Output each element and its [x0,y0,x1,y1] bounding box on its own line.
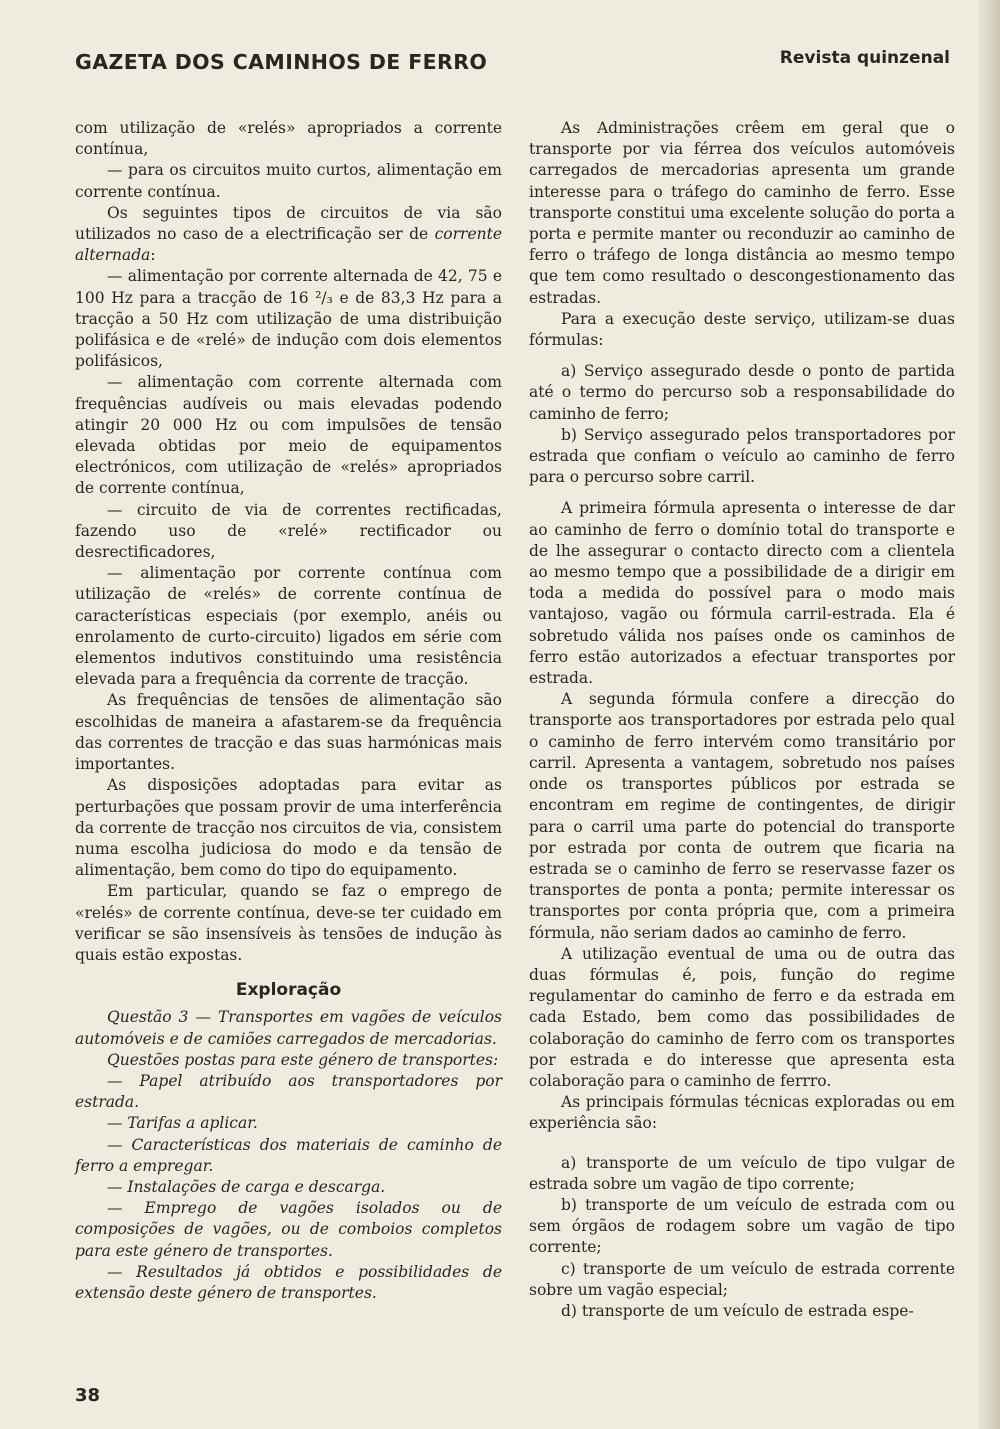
left-column [75,118,502,1304]
list-item: a) transporte de um veículo de tipo vulgar de estrada sobre um vagão de tipo corrente; [529,1153,955,1193]
list-item: d) transporte de um veículo de estrada espe- [561,1301,914,1320]
list-item: b) transporte de um veículo de estrada com ou sem órgãos de rodagem sobre um vagão de tipo corrente; [529,1195,955,1257]
paragraph-text: Os seguintes tipos de circuitos de via são utilizados no caso de a electrificação ser de [75,203,502,244]
list-item: b) Serviço assegurado pelos transportadores por estrada que confiam o veículo ao caminho de ferro para o percurso sobre carril. [529,425,955,487]
question-item: — Papel atribuído aos transportadores por estrada. [75,1071,502,1112]
paragraph: com utilização de «relés» apropriados a corrente contínua, [75,119,502,159]
question-item: — Tarifas a aplicar. [107,1114,258,1133]
question-item: — Resultados já obtidos e possibilidades de extensão deste género de transportes. [75,1262,502,1302]
paragraph: — alimentação com corrente alternada com frequências audíveis ou mais elevadas podendo atingir 20 000 Hz ou com impulsões de tensão elevada obtidas por meio de equipamentos electrónicos, com utilização de «relés» apropriados de corrente contínua, [75,373,502,498]
paragraph: — alimentação por corrente alternada de 42, 75 e 100 Hz para a tracção de 16 ²/₃ e de 83,3 Hz para a tracção a 50 Hz com utilização de uma distribuição polifásica e de «relé» de indução com dois elementos polifásicos, [75,267,502,371]
journal-title: GAZETA DOS CAMINHOS DE FERRO [75,50,488,74]
list-item: a) Serviço assegurado desde o ponto de partida até o termo do percurso sob a responsabilidade do caminho de ferro; [529,362,955,423]
paragraph [75,203,502,267]
page-edge-shadow [978,0,1000,1429]
paragraph: Para a execução deste serviço, utilizam-se duas fórmulas: [529,309,955,350]
section-heading: Exploração [235,980,342,1001]
question-item: — Emprego de vagões isolados ou de composições de vagões, ou de comboios completos para este género de transportes. [75,1199,502,1260]
journal-subtitle: Revista quinzenal [779,48,950,68]
paragraph: — para os circuitos muito curtos, alimentação em corrente contínua. [75,161,502,201]
paragraph: — circuito de via de correntes rectificadas, fazendo uso de «relé» rectificador ou desrectificadores, [75,500,502,562]
paragraph: A segunda fórmula confere a direcção do transporte aos transportadores por estrada pelo qual o caminho de ferro intervém como transitário por carril. Apresenta a vantagem, sobretudo nos países onde os transportes públicos por estrada se encontram em regime de contingentes, de dirigir para o carril uma parte do potencial do transporte por estrada por conta de outrem que ficaria na estrada se o caminho de ferro se reservasse fazer os transportes de ponta a ponta; permite interessar os transportes por conta própria que, com a primeira fórmula, não seriam dados ao caminho de ferro. [529,690,955,942]
paragraph: As Administrações crêem em geral que o transporte por via férrea dos veículos automóveis carregados de mercadorias apresenta um grande interesse para o tráfego do caminho de ferro. Esse transporte constitui uma excelente solução do porta a porta e permite manter ou reconduzir ao caminho de ferro o tráfego de longa distância ao mesmo tempo que tem como resultado o descongestionamento das estradas. [529,119,955,307]
paragraph-text: : [150,246,156,265]
emphasis-text: corrente alternada [75,225,502,265]
question-item: — Instalações de carga e descarga. [107,1177,386,1196]
question-item: — Características dos materiais de caminho de ferro a empregar. [75,1135,502,1175]
question-subtitle: Questões postas para este género de transportes: [107,1050,499,1069]
list-item: c) transporte de um veículo de estrada corrente sobre um vagão especial; [529,1259,955,1299]
paragraph: — alimentação por corrente contínua com utilização de «relés» de corrente contínua de características especiais (por exemplo, anéis ou enrolamento de curto-circuito) ligados em série com elementos indutivos constituindo uma resistência elevada para a frequência da corrente de tracção. [75,564,502,689]
paragraph: Em particular, quando se faz o emprego de «relés» de corrente contínua, deve-se ter cuidado em verificar se são insensíveis às tensões de indução às quais estão expostas. [75,882,502,964]
paragraph: A utilização eventual de uma ou de outra das duas fórmulas é, pois, função do regime regulamentar do caminho de ferro e da estrada em cada Estado, bem como das possibilidades de colaboração do caminho de ferro com os transportes por estrada e do interesse que apresenta esta colaboração para o caminho de ferrro. [529,944,955,1090]
paragraph: As principais fórmulas técnicas exploradas ou em experiência são: [529,1093,955,1133]
paragraph: As disposições adoptadas para evitar as perturbações que possam provir de uma interferência da corrente de tracção nos circuitos de via, consistem numa escolha judiciosa do modo e da tensão de alimentação, bem como do tipo do equipamento. [75,776,502,880]
running-head [75,50,950,80]
paragraph: As frequências de tensões de alimentação são escolhidas de maneira a afastarem-se da frequência das correntes de tracção e das suas harmónicas mais importantes. [75,691,502,774]
paragraph: A primeira fórmula apresenta o interesse de dar ao caminho de ferro o domínio total do transporte e de lhe assegurar o contacto directo com a clientela ao mesmo tempo que a possibilidade de a dirigir em toda a medida do possível para o modo mais vantajoso, vagão ou fórmula carril-estrada. Ela é sobretudo válida nos países onde os caminhos de ferro estão autorizados a efectuar transportes por estrada. [529,499,955,688]
page-number: 38 [75,1385,101,1406]
question-title: Questão 3 — Transportes em vagões de veículos automóveis e de camiões carregados de mercadorias. [75,1008,502,1048]
right-column [529,118,955,1322]
